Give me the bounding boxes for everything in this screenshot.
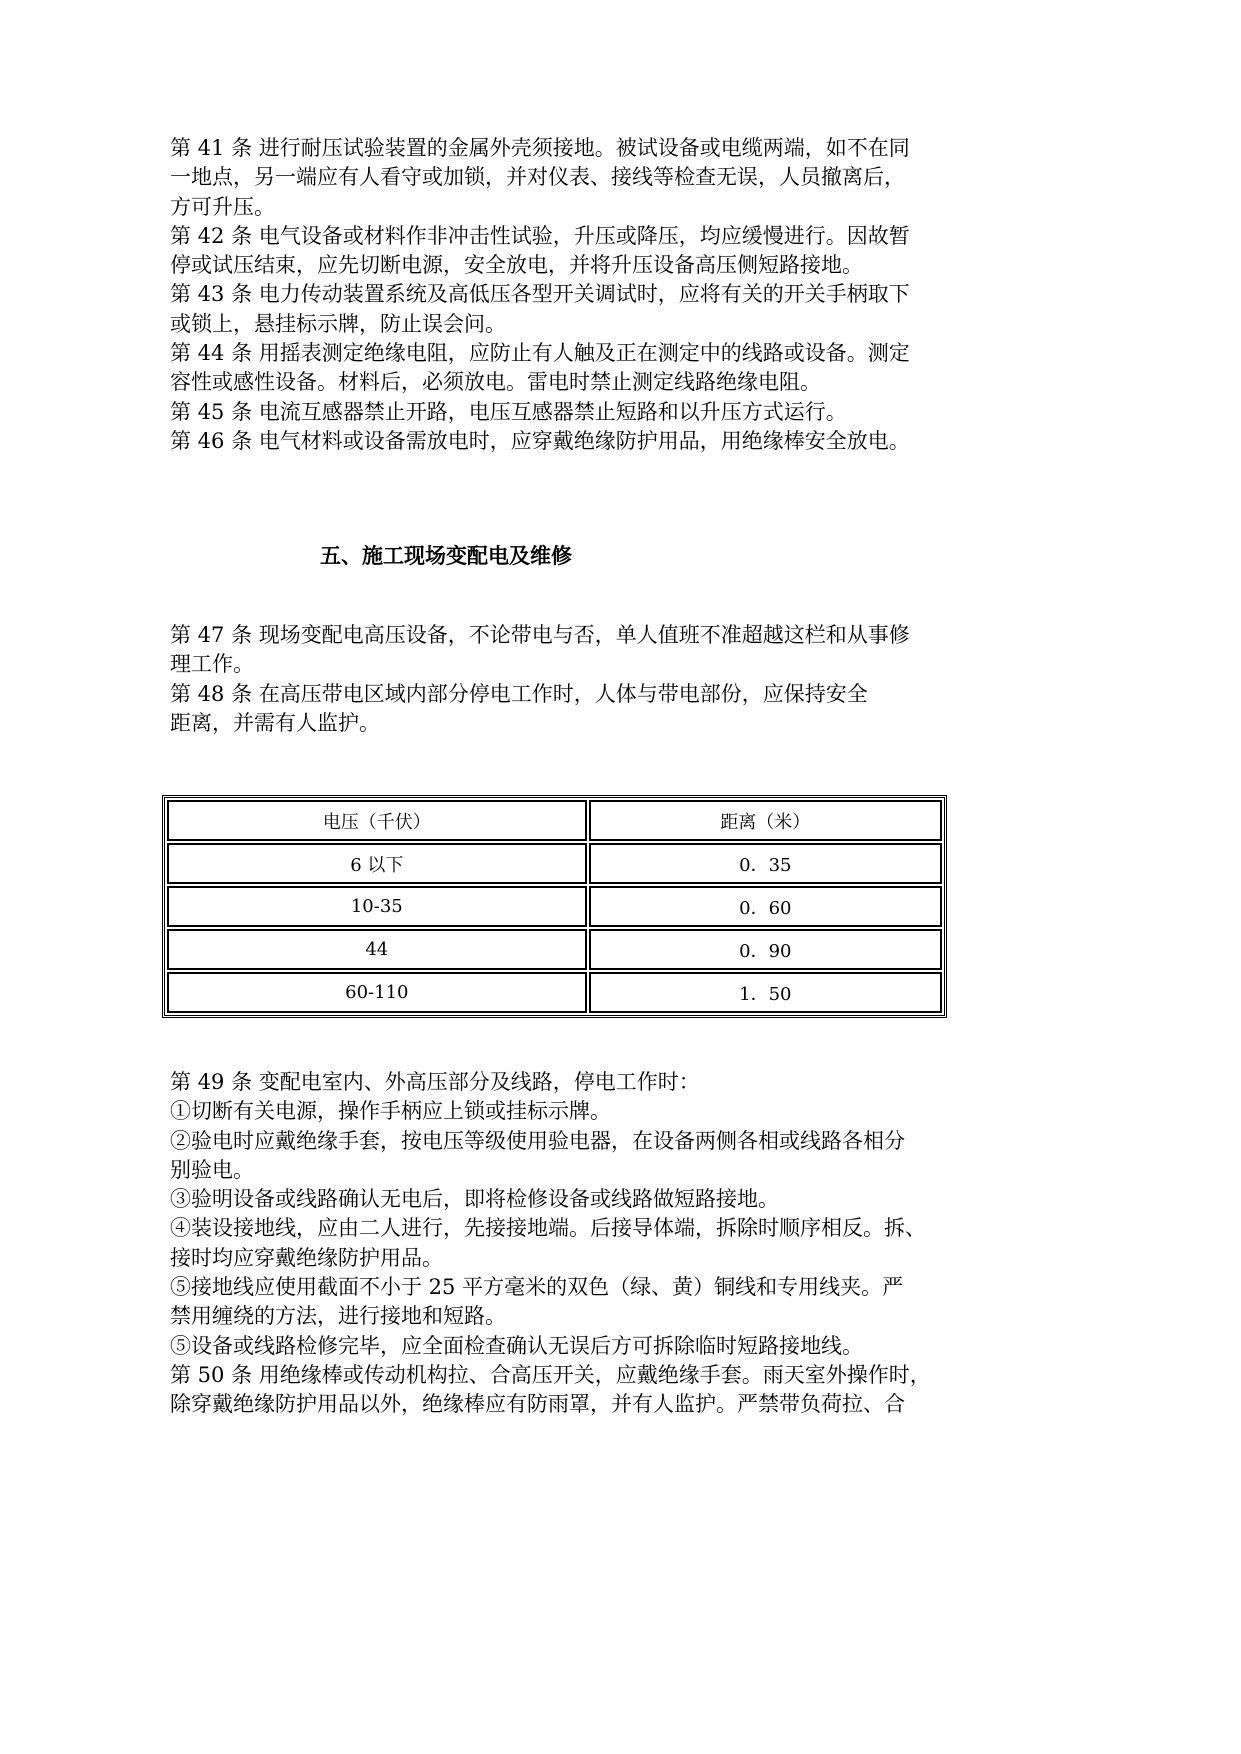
text-line: 第 43 条 电力传动装置系统及高低压各型开关调试时，应将有关的开关手柄取下 <box>170 282 910 307</box>
text-line: 方可升压。 <box>170 194 275 219</box>
cell-distance: 0．90 <box>589 929 942 970</box>
text-line: 第 41 条 进行耐压试验装置的金属外壳须接地。被试设备或电缆两端，如不在同 <box>170 136 910 160</box>
table-row <box>167 929 942 970</box>
text-line: ③验明设备或线路确认无电后，即将检修设备或线路做短路接地。 <box>170 1187 779 1212</box>
cell-voltage: 44 <box>167 929 587 970</box>
text-line: 第 46 条 电气材料或设备需放电时，应穿戴绝缘防护用品，用绝缘棒安全放电。 <box>170 428 910 453</box>
text-line: ⑤设备或线路检修完毕，应全面检查确认无误后方可拆除临时短路接地线。 <box>170 1333 863 1358</box>
articles-41-46 <box>170 134 970 456</box>
table-row <box>167 886 942 927</box>
text-line: 或锁上，悬挂标示牌，防止误会问。 <box>170 311 506 336</box>
cell-voltage: 6 以下 <box>167 843 587 884</box>
header-voltage: 电压（千伏） <box>167 800 587 841</box>
text-line: 别验电。 <box>170 1157 254 1182</box>
cell-distance: 0．60 <box>589 886 942 927</box>
safety-distance-table <box>162 795 947 1018</box>
cell-distance: 0．35 <box>589 843 942 884</box>
text-line: 第 50 条 用绝缘棒或传动机构拉、合高压开关，应戴绝缘手套。雨天室外操作时， <box>170 1362 931 1387</box>
text-line: 理工作。 <box>170 652 254 677</box>
text-line: 第 42 条 电气设备或材料作非冲击性试验，升压或降压，均应缓慢进行。因故暂 <box>170 223 910 248</box>
text-line: 接时均应穿戴绝缘防护用品。 <box>170 1245 443 1270</box>
cell-voltage: 60-110 <box>167 972 587 1013</box>
text-line: 第 45 条 电流互感器禁止开路，电压互感器禁止短路和以升压方式运行。 <box>170 399 847 424</box>
table-header-row <box>167 800 942 841</box>
section-heading: 五、施工现场变配电及维修 <box>320 543 572 568</box>
text-line: ⑤接地线应使用截面不小于 25 平方毫米的双色（绿、黄）铜线和专用线夹。严 <box>170 1275 904 1300</box>
text-line: 第 47 条 现场变配电高压设备，不论带电与否，单人值班不准超越这栏和从事修 <box>170 623 910 647</box>
text-line: 第 44 条 用摇表测定绝缘电阻，应防止有人触及正在测定中的线路或设备。测定 <box>170 341 910 366</box>
cell-voltage: 10-35 <box>167 886 587 927</box>
text-line: 第 49 条 变配电室内、外高压部分及线路，停电工作时： <box>170 1070 700 1094</box>
cell-distance: 1．50 <box>589 972 942 1013</box>
articles-49-50 <box>170 1068 970 1420</box>
text-line: ②验电时应戴绝缘手套，按电压等级使用验电器，在设备两侧各相或线路各相分 <box>170 1128 905 1153</box>
text-line: 禁用缠绕的方法，进行接地和短路。 <box>170 1304 506 1329</box>
table-row <box>167 972 942 1013</box>
table-row <box>167 843 942 884</box>
text-line: 容性或感性设备。材料后，必须放电。雷电时禁止测定线路绝缘电阻。 <box>170 370 821 395</box>
text-line: 第 48 条 在高压带电区域内部分停电工作时，人体与带电部份，应保持安全 <box>170 681 868 706</box>
articles-47-48 <box>170 621 970 738</box>
header-distance: 距离（米） <box>589 800 942 841</box>
text-line: ①切断有关电源，操作手柄应上锁或挂标示牌。 <box>170 1099 611 1124</box>
text-line: 一地点，另一端应有人看守或加锁，并对仪表、接线等检查无误，人员撤离后， <box>170 165 905 190</box>
text-line: 距离，并需有人监护。 <box>170 710 380 735</box>
text-line: 除穿戴绝缘防护用品以外，绝缘棒应有防雨罩，并有人监护。严禁带负荷拉、合 <box>170 1392 905 1417</box>
text-line: 停或试压结束，应先切断电源，安全放电，并将升压设备高压侧短路接地。 <box>170 253 863 278</box>
text-line: ④装设接地线，应由二人进行，先接接地端。后接导体端，拆除时顺序相反。拆、 <box>170 1216 926 1241</box>
